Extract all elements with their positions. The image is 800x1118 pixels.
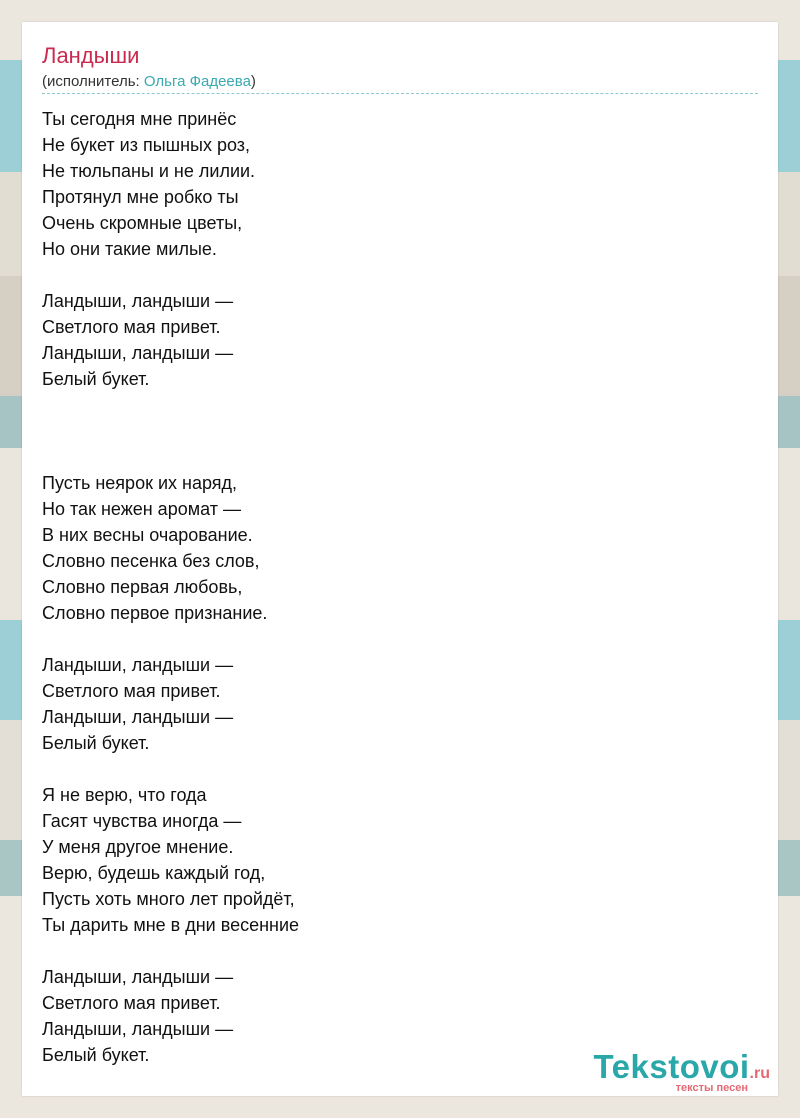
stanza-gap xyxy=(42,262,299,288)
lyric-line: Я не верю, что года xyxy=(42,785,207,805)
lyric-line: Словно первая любовь, xyxy=(42,577,243,597)
lyric-line: Словно песенка без слов, xyxy=(42,551,260,571)
stanza-gap xyxy=(42,626,299,652)
logo-name: Tekstovoi xyxy=(593,1048,750,1085)
stanza-gap xyxy=(42,938,299,964)
artist-prefix: (исполнитель: xyxy=(42,73,144,90)
lyric-line: Ты дарить мне в дни весенние xyxy=(42,915,300,935)
lyric-line: Очень скромные цветы, xyxy=(42,213,243,233)
divider xyxy=(42,93,758,94)
lyric-line: Ландыши, ландыши — xyxy=(42,967,234,987)
artist-suffix: ) xyxy=(250,73,256,90)
artist-link[interactable]: Ольга Фадеева xyxy=(143,73,251,90)
lyric-line: Светлого мая привет. xyxy=(42,993,221,1013)
lyric-line: Не тюльпаны и не лилии. xyxy=(42,161,256,181)
lyric-line: Ландыши, ландыши — xyxy=(42,1019,234,1039)
logo-tld: .ru xyxy=(749,1065,770,1082)
artist-line xyxy=(42,72,256,92)
lyric-line: Светлого мая привет. xyxy=(42,681,221,701)
lyrics-sheet xyxy=(22,22,778,1096)
lyric-line: Белый букет. xyxy=(42,369,150,389)
lyric-line: Гасят чувства иногда — xyxy=(42,811,242,831)
lyric-line: У меня другое мнение. xyxy=(42,837,234,857)
lyric-line: Белый букет. xyxy=(42,733,150,753)
lyric-line: Ландыши, ландыши — xyxy=(42,655,234,675)
lyric-line: Словно первое признание. xyxy=(42,603,268,623)
stanza-gap xyxy=(42,418,299,444)
lyric-line: Ты сегодня мне принёс xyxy=(42,109,237,129)
song-title: Ландыши xyxy=(42,43,140,68)
lyric-line: Но так нежен аромат — xyxy=(42,499,241,519)
lyric-line: Ландыши, ландыши — xyxy=(42,343,234,363)
lyric-line: Белый букет. xyxy=(42,1045,150,1065)
lyric-line: Пусть хоть много лет пройдёт, xyxy=(42,889,295,909)
lyrics-text xyxy=(42,106,299,1068)
site-logo[interactable] xyxy=(593,1048,770,1094)
stanza-gap xyxy=(42,392,299,418)
lyric-line: Верю, будешь каждый год, xyxy=(42,863,266,883)
lyric-line: Протянул мне робко ты xyxy=(42,187,239,207)
lyric-line: Пусть неярок их наряд, xyxy=(42,473,238,493)
lyric-line: Не букет из пышных роз, xyxy=(42,135,251,155)
lyric-line: Ландыши, ландыши — xyxy=(42,707,234,727)
lyric-line: В них весны очарование. xyxy=(42,525,253,545)
logo-tagline: тексты песен xyxy=(675,1082,748,1094)
lyric-line: Светлого мая привет. xyxy=(42,317,221,337)
stanza-gap xyxy=(42,444,299,470)
stanza-gap xyxy=(42,756,299,782)
lyric-line: Ландыши, ландыши — xyxy=(42,291,234,311)
lyric-line: Но они такие милые. xyxy=(42,239,217,259)
